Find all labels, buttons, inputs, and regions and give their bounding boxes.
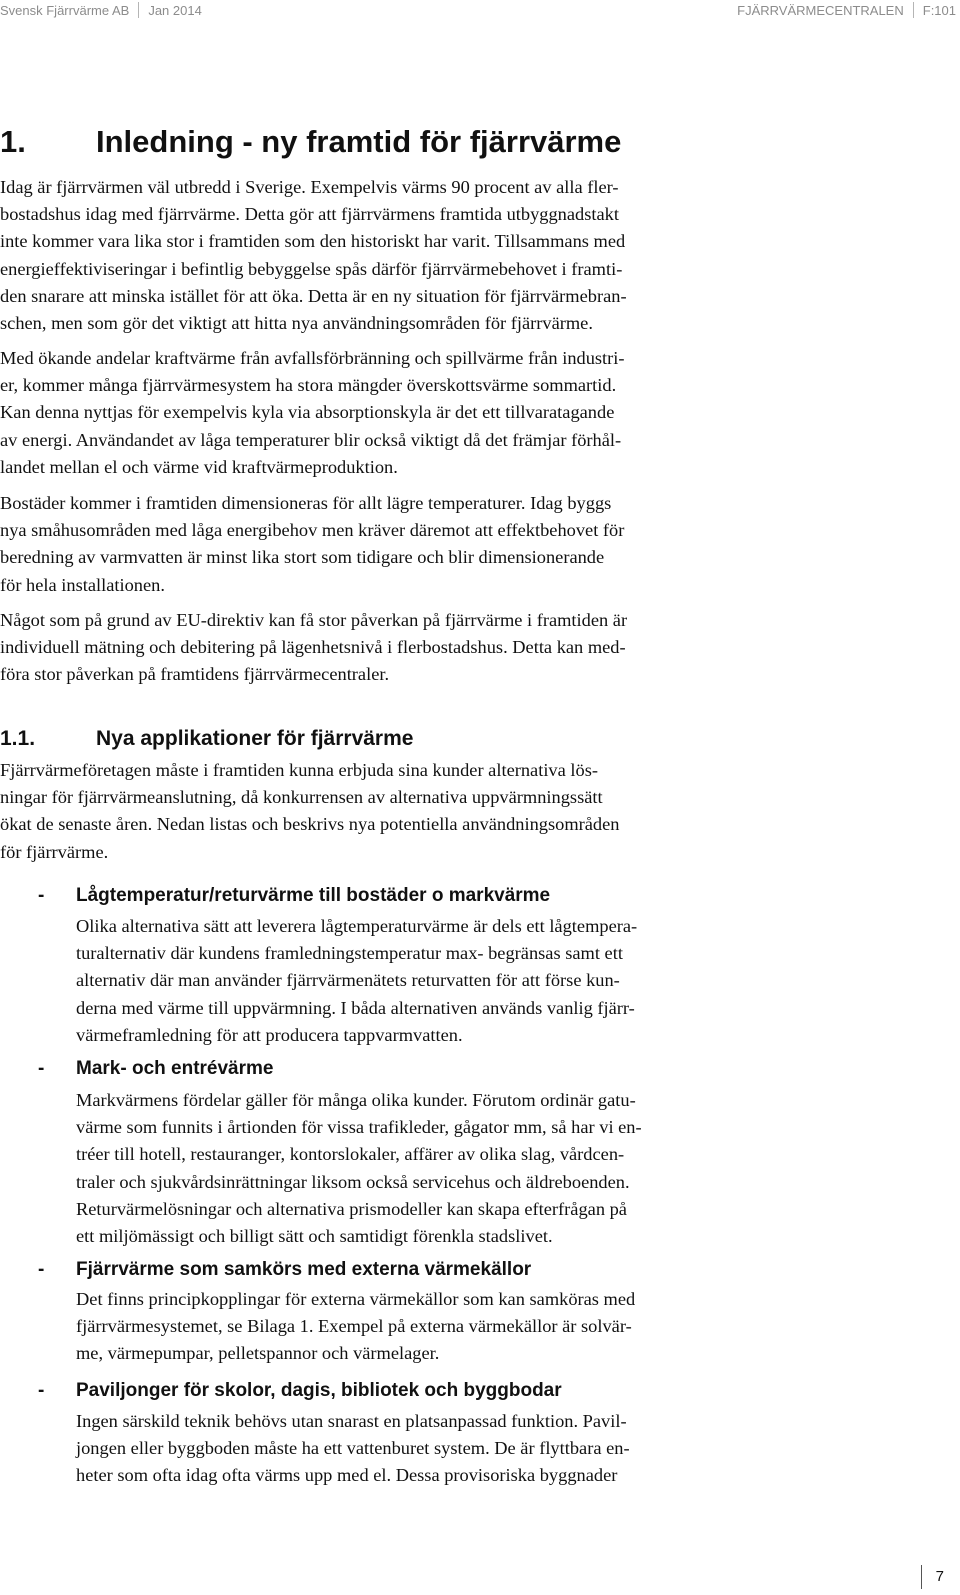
bullet-heading: Paviljonger för skolor, dagis, bibliotek och byggbodar xyxy=(76,1380,562,1401)
bullet-line: Markvärmens fördelar gäller för många olika kunder. Förutom ordinär gatu- xyxy=(76,1090,636,1110)
heading-1-number: 1. xyxy=(0,124,26,159)
header-report-id: F:101 xyxy=(922,2,956,18)
paragraph-line: Idag är fjärrvärmen väl utbredd i Sverige. Exempelvis värms 90 procent av alla fler- xyxy=(0,177,619,197)
bullet-line: turalternativ där kundens framledningstemperatur max- begränsas samt ett xyxy=(76,943,623,964)
header-section: FJÄRRVÄRMECENTRALEN xyxy=(737,2,904,18)
page-number-divider xyxy=(921,1565,922,1589)
paragraph-line: nya småhusområden med låga energibehov men kräver däremot att effektbehovet för xyxy=(0,520,625,541)
paragraph-line: den snarare att minska istället för att öka. Detta är en ny situation för fjärrvärmebran- xyxy=(0,285,627,306)
heading-2 xyxy=(0,727,413,751)
paragraph-line: beredning av varmvatten är minst lika stort som tidigare och blir dimensionerande xyxy=(0,547,605,568)
bullet-body xyxy=(76,1087,776,1250)
header-date: Jan 2014 xyxy=(148,2,202,18)
bullet-marker: - xyxy=(38,1058,45,1079)
heading-1 xyxy=(0,124,621,160)
bullet-line: värme som funnits i årtionden för vissa trafikleder, gågator mm, så har vi en- xyxy=(76,1117,642,1138)
bullet-line: tréer till hotell, restauranger, kontorslokaler, affärer av olika slag, vårdcen- xyxy=(76,1144,625,1165)
bullet-line: jongen eller byggboden måste ha ett vattenburet system. De är flyttbara en- xyxy=(76,1438,630,1459)
bullet-line: Returvärmelösningar och alternativa prismodeller kan skapa efterfrågan på xyxy=(76,1198,627,1219)
bullet-marker: - xyxy=(38,1259,45,1280)
paragraph-line: landet mellan el och värme vid kraftvärmeproduktion. xyxy=(0,456,398,477)
paragraph-line: Fjärrvärmeföretagen måste i framtiden kunna erbjuda sina kunder alternativa lös- xyxy=(0,760,598,780)
paragraph-1 xyxy=(0,174,780,337)
header-company: Svensk Fjärrvärme AB xyxy=(0,2,130,18)
bullet-line: Det finns principkopplingar för externa värmekällor som kan samköras med xyxy=(76,1289,636,1309)
paragraph-line: föra stor påverkan på framtidens fjärrvärmecentraler. xyxy=(0,664,390,685)
paragraph-line: Kan denna nyttjas för exempelvis kyla via absorptionskyla är det ett tillvaratagande xyxy=(0,402,615,423)
header-divider xyxy=(913,2,914,18)
bullet-line: Olika alternativa sätt att leverera lågtemperaturvärme är dels ett lågtempera- xyxy=(76,916,638,936)
paragraph-5 xyxy=(0,757,780,866)
bullet-marker: - xyxy=(38,1380,45,1401)
paragraph-line: för hela installationen. xyxy=(0,574,165,595)
bullet-body xyxy=(76,1408,776,1490)
paragraph-line: för fjärrvärme. xyxy=(0,841,109,862)
paragraph-line: ningar för fjärrvärmeanslutning, då konkurrensen av alternativa uppvärmningssätt xyxy=(0,787,603,808)
paragraph-3 xyxy=(0,490,780,599)
paragraph-line: schen, men som gör det viktigt att hitta nya användningsområden för fjärrvärme. xyxy=(0,313,593,334)
paragraph-line: Bostäder kommer i framtiden dimensioneras för allt lägre temperaturer. Idag byggs xyxy=(0,493,612,513)
bullet-line: derna med värme till uppvärmning. I båda alternativen används vanlig fjärr- xyxy=(76,997,635,1018)
heading-2-title: Nya applikationer för fjärrvärme xyxy=(96,727,414,750)
bullet-marker: - xyxy=(38,885,45,906)
paragraph-line: Något som på grund av EU-direktiv kan få stor påverkan på fjärrvärme i framtiden är xyxy=(0,610,628,630)
paragraph-4 xyxy=(0,607,780,689)
bullet-line: traler och sjukvårdsinrättningar liksom också servicehus och äldreboenden. xyxy=(76,1171,630,1192)
paragraph-line: bostadshus idag med fjärrvärme. Detta gör att fjärrvärmens framtida utbyggnadstakt xyxy=(0,204,619,225)
paragraph-line: ökat de senaste åren. Nedan listas och beskrivs nya potentiella användningsområden xyxy=(0,814,620,835)
page-number: 7 xyxy=(935,1568,944,1585)
bullet-body xyxy=(76,913,776,1049)
paragraph-line: er, kommer många fjärrvärmesystem ha stora mängder överskottsvärme sommartid. xyxy=(0,375,617,396)
heading-1-title: Inledning - ny framtid för fjärrvärme xyxy=(96,124,622,159)
bullet-line: heter som ofta idag ofta värms upp med el. Dessa provisoriska byggnader xyxy=(76,1465,618,1486)
paragraph-line: individuell mätning och debitering på lägenhetsnivå i flerbostadshus. Detta kan med- xyxy=(0,637,626,658)
page-header xyxy=(0,2,960,24)
bullet-heading: Fjärrvärme som samkörs med externa värmekällor xyxy=(76,1259,532,1280)
bullet-line: värmeframledning för att producera tappvarmvatten. xyxy=(76,1024,463,1045)
bullet-line: alternativ där man använder fjärrvärmenätets returvatten för att förse kun- xyxy=(76,970,620,991)
bullet-line: Ingen särskild teknik behövs utan snarast en platsanpassad funktion. Pavil- xyxy=(76,1411,627,1431)
paragraph-2 xyxy=(0,345,780,481)
paragraph-line: Med ökande andelar kraftvärme från avfallsförbränning och spillvärme från industri- xyxy=(0,348,625,368)
bullet-heading: Mark- och entrévärme xyxy=(76,1058,274,1079)
bullet-body xyxy=(76,1286,776,1368)
bullet-line: me, värmepumpar, pelletspannor och värmelager. xyxy=(76,1343,440,1364)
paragraph-line: inte kommer vara lika stor i framtiden som den historiskt har varit. Tillsammans med xyxy=(0,231,626,252)
bullet-heading: Lågtemperatur/returvärme till bostäder o markvärme xyxy=(76,885,551,906)
paragraph-line: energieffektiviseringar i befintlig bebyggelse spås därför fjärrvärmebehovet i framti- xyxy=(0,258,623,279)
paragraph-line: av energi. Användandet av låga temperaturer blir också viktigt då det främjar förhål- xyxy=(0,429,622,450)
header-divider xyxy=(138,2,139,18)
bullet-line: fjärrvärmesystemet, se Bilaga 1. Exempel på externa värmekällor är solvär- xyxy=(76,1316,632,1337)
heading-2-number: 1.1. xyxy=(0,727,36,750)
bullet-line: ett miljömässigt och billigt sätt och samtidigt förenkla stadslivet. xyxy=(76,1226,553,1247)
